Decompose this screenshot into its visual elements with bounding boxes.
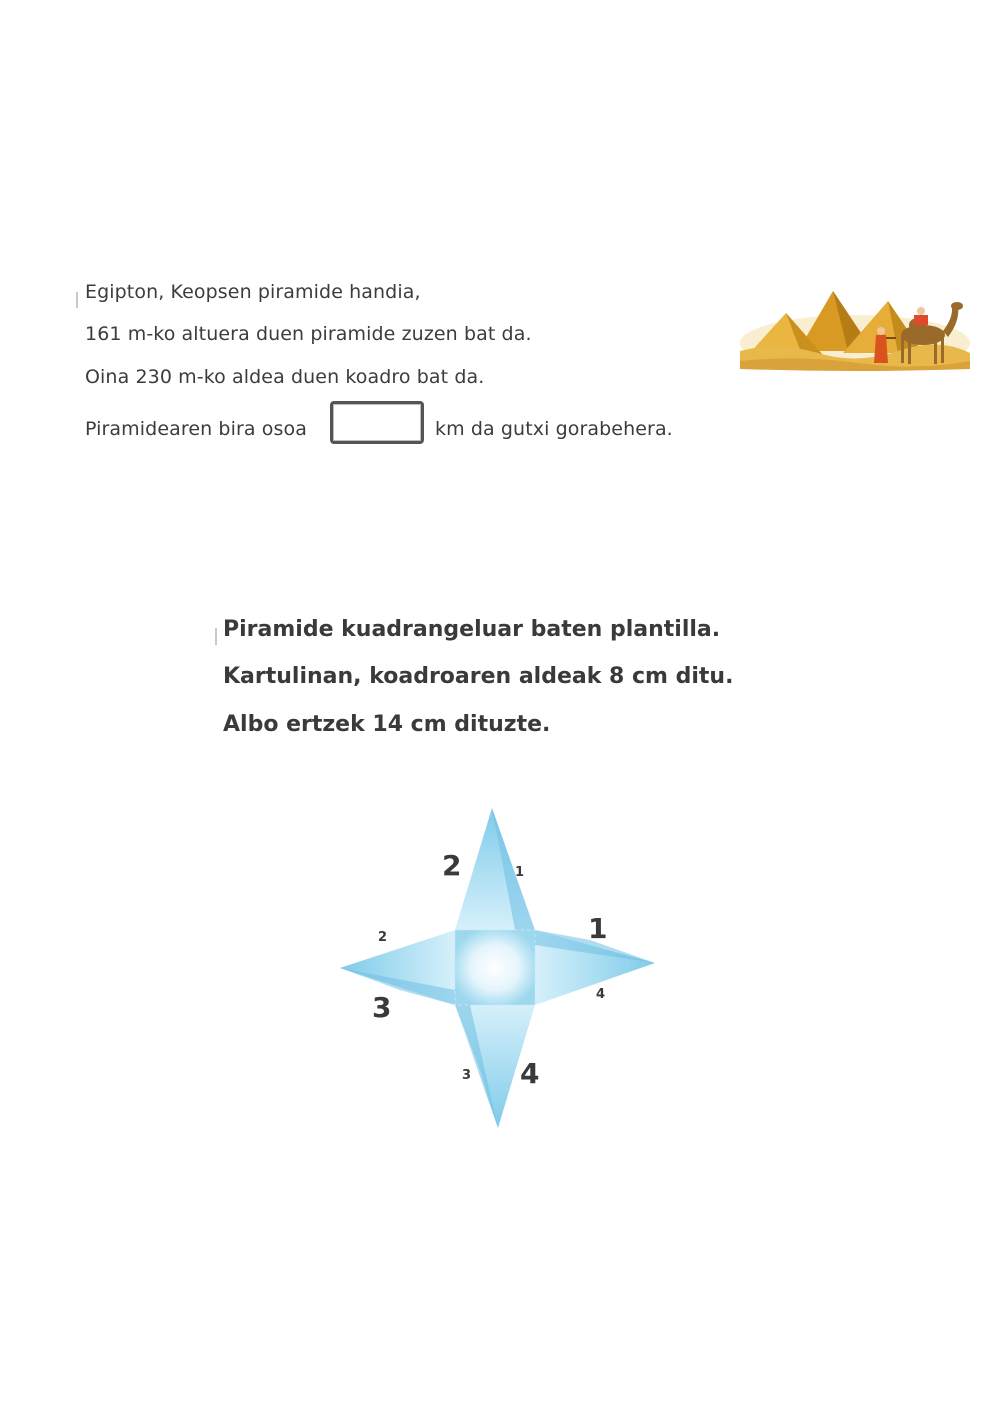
- net-label-right-big: 1: [588, 912, 608, 945]
- answer-input[interactable]: [330, 401, 424, 444]
- problem1-question-after: km da gutxi gorabehera.: [435, 418, 673, 440]
- problem1-question-before: Piramidearen bira osoa: [85, 418, 307, 440]
- problem2-line1: Piramide kuadrangeluar baten plantilla.: [223, 617, 721, 642]
- problem1-line3: Oina 230 m-ko aldea duen koadro bat da.: [85, 366, 485, 388]
- problem1-line2: 161 m-ko altuera duen piramide zuzen bat da.: [85, 323, 532, 345]
- text-cursor-mark: [76, 292, 78, 308]
- problem2-line3: Albo ertzek 14 cm dituzte.: [223, 712, 551, 737]
- net-label-top-big: 2: [442, 849, 462, 882]
- net-label-top-small: 1: [515, 865, 525, 880]
- net-label-bottom-big: 4: [520, 1057, 540, 1090]
- net-label-left-small: 2: [378, 930, 388, 945]
- net-label-right-small: 4: [596, 987, 606, 1002]
- pyramids-camel-icon: [738, 273, 972, 373]
- net-base-square: [455, 930, 535, 1005]
- pyramid-net-icon: [330, 800, 670, 1140]
- net-label-left-big: 3: [372, 991, 392, 1024]
- text-cursor-mark: [215, 628, 217, 645]
- net-label-bottom-small: 3: [462, 1068, 472, 1083]
- problem1-line1: Egipton, Keopsen piramide handia,: [85, 281, 421, 303]
- problem2-line2: Kartulinan, koadroaren aldeak 8 cm ditu.: [223, 664, 734, 689]
